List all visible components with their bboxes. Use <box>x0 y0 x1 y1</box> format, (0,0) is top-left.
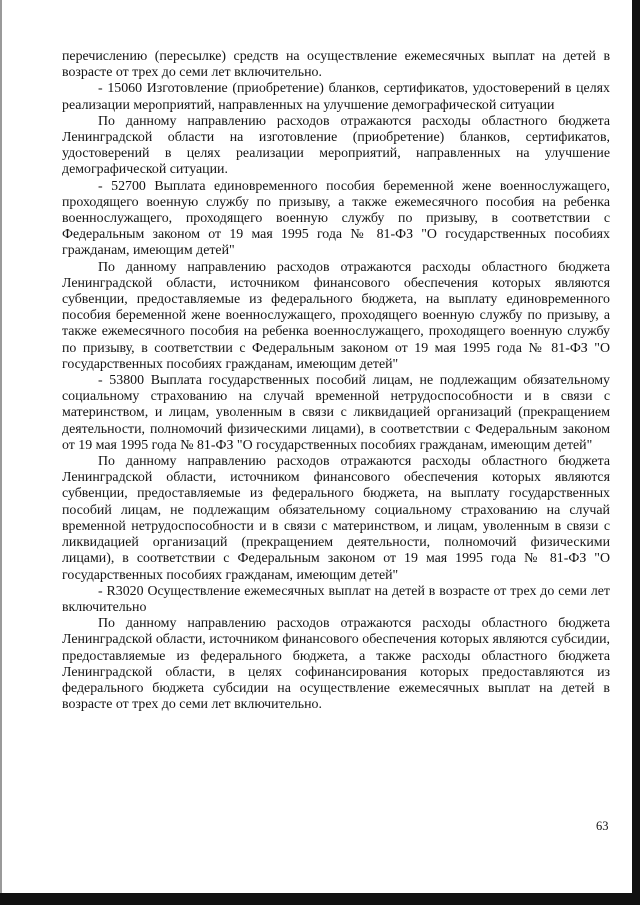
item-52700: - 52700 Выплата единовременного пособия беременной жене военнослужащего, проходящего военную службу по призыву, а также ежемесячного пособия на ребенка военнослужащего, проходящего военную службу по призыву, в соответствии с Федеральным законом от 19 мая 1995 года № 81-ФЗ "О государственных пособиях гражданам, имеющим детей" <box>62 178 610 259</box>
paragraph-r3020-description: По данному направлению расходов отражаются расходы областного бюджета Ленинградской области, источником финансового обеспечения которых являются субсидии, предоставляемые из федерального бюджета, а также расходы областного бюджета Ленинградской области, в целях софинансирования которых предоставляются из федерального бюджета субсидии на осуществление ежемесячных выплат на детей в возрасте от трех до семи лет включительно. <box>62 616 610 713</box>
paragraph-continuation: перечислению (пересылке) средств на осуществление ежемесячных выплат на детей в возрасте от трех до семи лет включительно. <box>62 49 610 81</box>
paragraph-53800-description: По данному направлению расходов отражаются расходы областного бюджета Ленинградской области, источником финансового обеспечения которых являются субвенции, предоставляемые из федерального бюджета, на выплату государственных пособий лицам, не подлежащим обязательному социальному страхованию на случай временной нетрудоспособности и в связи с материнством, и лицам, уволенным в связи с ликвидацией организаций (прекращением деятельности, полномочий физическими лицами), в соответствии с Федеральным законом от 19 мая 1995 года № 81-ФЗ "О государственных пособиях гражданам, имеющим детей" <box>62 454 610 583</box>
page-number: 63 <box>596 819 609 833</box>
item-r3020: - R3020 Осуществление ежемесячных выплат на детей в возрасте от трех до семи лет включительно <box>62 583 610 615</box>
item-15060: - 15060 Изготовление (приобретение) бланков, сертификатов, удостоверений в целях реализации мероприятий, направленных на улучшение демографической ситуации <box>62 81 610 113</box>
scan-edge-right <box>632 0 640 905</box>
paragraph-52700-description: По данному направлению расходов отражаются расходы областного бюджета Ленинградской области, источником финансового обеспечения которых являются субвенции, предоставляемые из федерального бюджета, на выплату единовременного пособия беременной жене военнослужащего, проходящего военную службу по призыву, а также ежемесячного пособия на ребенка военнослужащего, проходящего военную службу по призыву, в соответствии с Федеральным законом от 19 мая 1995 года № 81-ФЗ "О государственных пособиях гражданам, имеющим детей" <box>62 259 610 372</box>
document-body <box>62 49 610 713</box>
scan-edge-left <box>0 0 2 905</box>
paragraph-15060-description: По данному направлению расходов отражаются расходы областного бюджета Ленинградской области на изготовление (приобретение) бланков, сертификатов, удостоверений в целях реализации мероприятий, направленных на улучшение демографической ситуации. <box>62 113 610 178</box>
item-53800: - 53800 Выплата государственных пособий лицам, не подлежащим обязательному социальному страхованию на случай временной нетрудоспособности и в связи с материнством, и лицам, уволенным в связи с ликвидацией организаций (прекращением деятельности, полномочий физическими лицами), в соответствии с Федеральным законом от 19 мая 1995 года № 81-ФЗ "О государственных пособиях гражданам, имеющим детей" <box>62 373 610 453</box>
scan-edge-bottom <box>0 893 640 905</box>
